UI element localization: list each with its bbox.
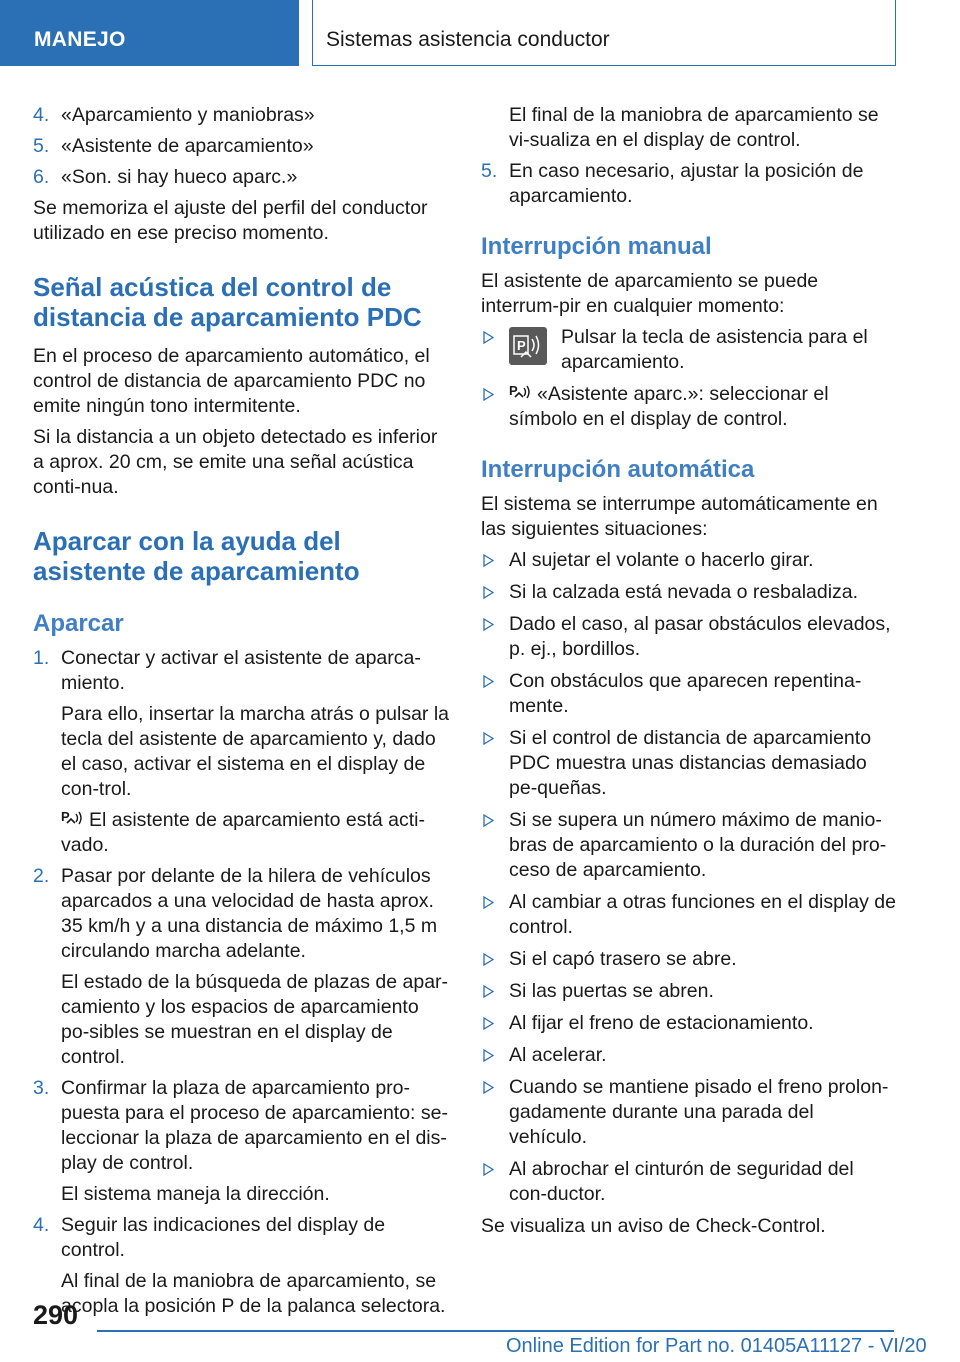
bullet-triangle-icon	[483, 331, 494, 344]
step-subparagraph: El estado de la búsqueda de plazas de apar‐camiento y los espacios de aparcamiento po‐sibles se muestran en el display de control.	[61, 971, 449, 1068]
bullet-item: Al sujetar el volante o hacerlo girar.	[481, 548, 896, 573]
bullet-item: Al fijar el freno de estacionamiento.	[481, 1011, 896, 1036]
paragraph: Se visualiza un aviso de Check-Control.	[481, 1215, 826, 1237]
bullet-triangle-icon	[483, 1081, 494, 1094]
bullet-triangle-icon	[483, 1049, 494, 1062]
svg-text:P: P	[517, 338, 526, 353]
heading-signal: Señal acústica del control de distancia de aparcamiento PDC	[33, 272, 422, 332]
paragraph: Se memoriza el ajuste del perfil del conductor utilizado en ese preciso momento.	[33, 197, 428, 244]
bullet-triangle-icon	[483, 732, 494, 745]
bullet-item: Cuando se mantiene pisado el freno prolon‐gadamente durante una parada del vehículo.	[481, 1075, 896, 1150]
bullet-item: Si se supera un número máximo de manio‐bras de aparcamiento o la duración del pro‐ceso de aparcamiento.	[481, 808, 896, 883]
bullet-triangle-icon	[483, 814, 494, 827]
left-column	[33, 103, 449, 1325]
heading-park-assist: Aparcar con la ayuda del asistente de aparcamiento	[33, 526, 360, 586]
step-subparagraph: Para ello, insertar la marcha atrás o pulsar la tecla del asistente de aparcamiento y, dado el caso, activar el sistema en el display de con‐trol.	[61, 703, 450, 800]
list-item: 6. «Son. si hay hueco aparc.»	[33, 166, 298, 188]
bullet-triangle-icon	[483, 985, 494, 998]
bullet-triangle-icon	[483, 1017, 494, 1030]
footer-divider	[97, 1330, 894, 1332]
bullet-triangle-icon	[483, 896, 494, 909]
svg-text:P: P	[509, 383, 518, 398]
bullet-triangle-icon	[483, 618, 494, 631]
bullet-item: Dado el caso, al pasar obstáculos elevados, p. ej., bordillos.	[481, 612, 896, 662]
bullet-item: Con obstáculos que aparecen repentina‐mente.	[481, 669, 896, 719]
header-chapter-box	[312, 0, 896, 66]
step-subparagraph: Al final de la maniobra de aparcamiento, se acopla la posición P de la palanca selectora.	[61, 1270, 446, 1317]
bullet-item: Al abrochar el cinturón de seguridad del con‐ductor.	[481, 1157, 896, 1207]
page-number: 290	[33, 1300, 79, 1330]
heading-automatic-interruption: Interrupción automática	[481, 456, 755, 483]
paragraph: En el proceso de aparcamiento automático, el control de distancia de aparcamiento PDC no emite ningún tono intermitente.	[33, 345, 430, 417]
header-section-label: MANEJO	[34, 28, 126, 51]
heading-manual-interruption: Interrupción manual	[481, 233, 712, 260]
bullet-triangle-icon	[483, 953, 494, 966]
step-item: 5. En caso necesario, ajustar la posición de aparcamiento.	[481, 160, 864, 207]
step-subparagraph: P El asistente de aparcamiento está acti‐vado.	[61, 809, 426, 856]
bullet-triangle-icon	[483, 388, 494, 401]
bullet-triangle-icon	[483, 586, 494, 599]
step-subparagraph: El final de la maniobra de aparcamiento se vi‐sualiza en el display de control.	[509, 104, 879, 151]
bullet-item: P «Asistente aparc.»: seleccionar el símbolo en el display de control.	[481, 382, 896, 432]
bullet-item: Si las puertas se abren.	[481, 979, 896, 1004]
bullet-triangle-icon	[483, 554, 494, 567]
parking-assistant-icon	[61, 808, 83, 828]
parking-assistant-button-icon	[509, 327, 547, 365]
step-item: 1. Conectar y activar el asistente de aparca‐miento.	[33, 647, 421, 694]
paragraph: El asistente de aparcamiento se puede interrum‐pir en cualquier momento:	[481, 270, 819, 317]
automatic-interruption-list	[481, 548, 896, 1207]
step-item: 2. Pasar por delante de la hilera de vehículos aparcados a una velocidad de hasta aprox. 35 km/h y a una distancia de máximo 1,5 m circulando marcha adelante.	[33, 865, 438, 962]
parking-assistant-icon	[509, 382, 531, 402]
paragraph: El sistema se interrumpe automáticamente en las siguientes situaciones:	[481, 493, 878, 540]
heading-park: Aparcar	[33, 610, 124, 637]
bullet-item: Al acelerar.	[481, 1043, 896, 1068]
step-item: 4. Seguir las indicaciones del display de control.	[33, 1214, 386, 1261]
list-item: 5. «Asistente de aparcamiento»	[33, 135, 314, 157]
bullet-item: Si el capó trasero se abre.	[481, 947, 896, 972]
bullet-triangle-icon	[483, 675, 494, 688]
step-item: 3. Confirmar la plaza de aparcamiento pro‐puesta para el proceso de aparcamiento: se‐leccionar la plaza de aparcamiento en el dis‐play de control.	[33, 1077, 448, 1174]
bullet-item: P Pulsar la tecla de asistencia para el aparcamiento.	[481, 325, 896, 375]
right-column	[481, 103, 896, 1245]
header-chapter-label: Sistemas asistencia conductor	[326, 28, 610, 51]
bullet-item: Si la calzada está nevada o resbaladiza.	[481, 580, 896, 605]
paragraph: Si la distancia a un objeto detectado es inferior a aprox. 20 cm, se emite una señal acústica conti‐nua.	[33, 426, 438, 498]
bullet-item: Si el control de distancia de aparcamiento PDC muestra unas distancias demasiado pe‐queñas.	[481, 726, 896, 801]
bullet-item: Al cambiar a otras funciones en el display de control.	[481, 890, 896, 940]
svg-text:P: P	[61, 809, 70, 824]
bullet-triangle-icon	[483, 1163, 494, 1176]
step-subparagraph: El sistema maneja la dirección.	[61, 1183, 330, 1205]
footer-edition: Online Edition for Part no. 01405A11127 - VI/20	[506, 1335, 927, 1357]
header-section-tab	[0, 0, 299, 66]
list-item: 4. «Aparcamiento y maniobras»	[33, 104, 315, 126]
